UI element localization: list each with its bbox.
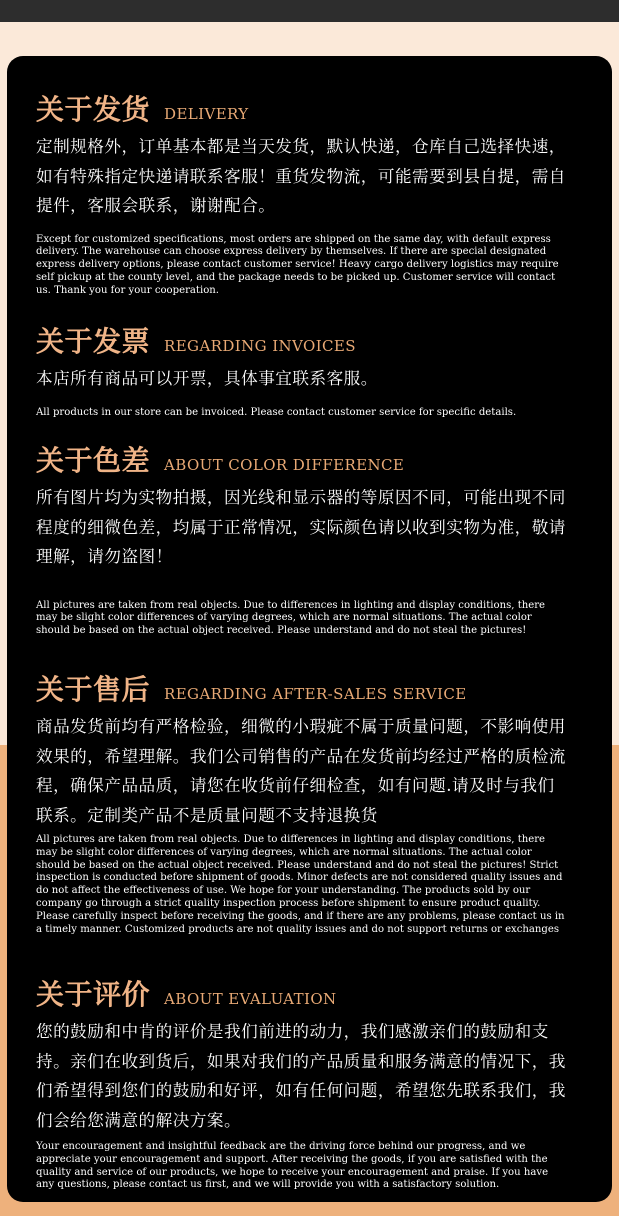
section-title-en: ABOUT EVALUATION xyxy=(164,990,337,1008)
section-title-en: DELIVERY xyxy=(164,105,249,123)
section-body-cn: 定制规格外，订单基本都是当天发货，默认快递，仓库自己选择快速，如有特殊指定快递请联系客服！重货发物流，可能需要到县自提，需自提件，客服会联系，谢谢配合。 xyxy=(36,137,566,215)
section-heading xyxy=(36,88,566,128)
section-title-cn: 关于色差 xyxy=(36,444,151,477)
section-color-difference xyxy=(36,439,566,638)
section-title-en: REGARDING INVOICES xyxy=(164,337,356,355)
info-card xyxy=(7,56,612,1202)
section-body-en: All pictures are taken from real objects. Due to differences in lighting and display conditions, there may be slight color differences of varying degrees, which are normal situations. The actual color should be based on the actual object received. Please understand and do not steal the pictures! Strict inspection is conducted before shipment of goods. Minor defects are not considered quality issues and do not affect the effectiveness of use. We hope for your understanding. The products sold by our company go through a strict quality inspection process before shipment to ensure product quality. Please carefully inspect before receiving the goods, and if there are any problems, please contact us in a timely manner. Customized products are not quality issues and do not support returns or exchanges xyxy=(36,834,565,935)
section-title-cn: 关于发票 xyxy=(36,325,151,358)
section-heading xyxy=(36,320,566,360)
section-title-en: ABOUT COLOR DIFFERENCE xyxy=(164,456,405,474)
section-body-cn: 所有图片均为实物拍摄，因光线和显示器的等原因不同，可能出现不同程度的细微色差，均属于正常情况，实际颜色请以收到实物为准，敬请理解，请勿盗图！ xyxy=(36,488,566,566)
section-heading xyxy=(36,439,566,479)
section-body-en: All pictures are taken from real objects. Due to differences in lighting and display conditions, there may be slight color differences of varying degrees, which are normal situations. The actual color should be based on the actual object received. Please understand and do not steal the pictures! xyxy=(36,599,546,637)
section-body-cn: 本店所有商品可以开票，具体事宜联系客服。 xyxy=(36,369,378,388)
section-title-cn: 关于评价 xyxy=(36,978,151,1011)
top-bar xyxy=(0,0,619,22)
section-body-cn: 商品发货前均有严格检验，细微的小瑕疵不属于质量问题，不影响使用效果的，希望理解。我们公司销售的产品在发货前均经过严格的质检流程，确保产品品质，请您在收货前仔细检查，如有问题.请及时与我们联系。定制类产品不是质量问题不支持退换货 xyxy=(36,717,566,825)
section-evaluation xyxy=(36,973,566,1192)
section-delivery xyxy=(36,88,566,297)
section-body-cn: 您的鼓励和中肯的评价是我们前进的动力，我们感激亲们的鼓励和支持。亲们在收到货后，如果对我们的产品质量和服务满意的情况下，我们希望得到您们的鼓励和好评，如有任何问题，希望您先联系我们，我们会给您满意的解决方案。 xyxy=(36,1022,566,1130)
section-after-sales xyxy=(36,668,566,936)
section-title-en: REGARDING AFTER-SALES SERVICE xyxy=(164,685,467,703)
section-heading xyxy=(36,668,566,708)
section-body-en: Except for customized specifications, most orders are shipped on the same day, with default express delivery. The warehouse can choose express delivery by themselves. If there are special designated express delivery options, please contact customer service! Heavy cargo delivery logistics may require self pickup at the county level, and the package needs to be picked up. Customer service will contact us. Thank you for your cooperation. xyxy=(36,233,559,296)
section-title-cn: 关于发货 xyxy=(36,93,151,126)
section-title-cn: 关于售后 xyxy=(36,673,151,706)
section-body-en: All products in our store can be invoiced. Please contact customer service for specific details. xyxy=(36,406,517,418)
section-heading xyxy=(36,973,566,1013)
section-body-en: Your encouragement and insightful feedback are the driving force behind our progress, and we appreciate your encouragement and support. After receiving the goods, if you are satisfied with the quality and service of our products, we hope to receive your encouragement and praise. If you have any questions, please contact us first, and we will provide you with a satisfactory solution. xyxy=(36,1141,549,1191)
section-invoices xyxy=(36,320,566,419)
